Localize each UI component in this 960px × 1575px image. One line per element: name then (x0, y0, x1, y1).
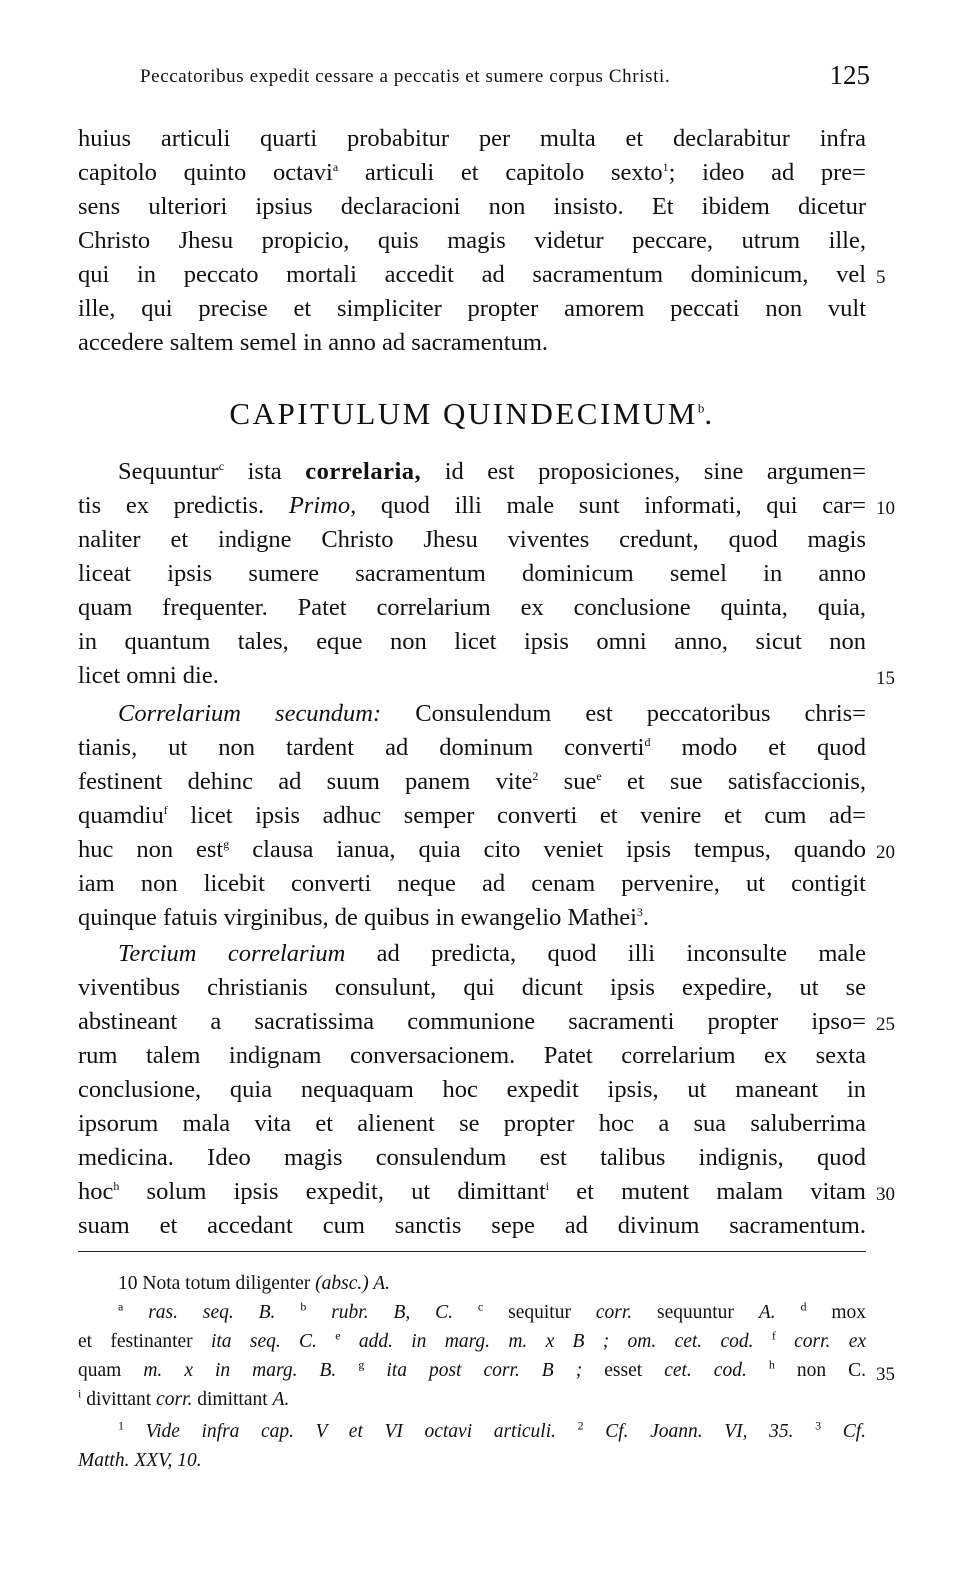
text-line: ipsorum mala vita et alienent se propter hoc a sua saluberrima (78, 1110, 866, 1137)
text-line: Christo Jhesu propicio, quis magis videtur peccare, utrum ille, (78, 227, 866, 254)
text-line: capitolo quinto octavi$^a$ articuli et capitolo sexto$^1$; ideo ad pre= (78, 159, 866, 186)
text-line: huius articuli quarti probabitur per multa et declarabitur infra (78, 125, 866, 152)
text-line: festinent dehinc ad suum panem vite$^2$ sue$^e$ et sue satisfaccionis, (78, 768, 866, 795)
text-line: ille, qui precise et simpliciter propter amorem peccati non vult (78, 295, 866, 322)
text-line: accedere saltem semel in anno ad sacramentum. (78, 329, 549, 356)
text-line: Tercium correlarium ad predicta, quod illi inconsulte male (118, 940, 866, 967)
footnote-line: Matth. XXV, 10. (78, 1450, 202, 1471)
line-number: 30 (876, 1184, 895, 1205)
text-line: Sequuntur$^c$ ista correlaria, id est proposiciones, sine argumen= (118, 458, 866, 485)
footnote-line: $^1$ Vide infra cap. V et VI octavi articuli. $^2$ Cf. Joann. VI, 35. $^3$ Cf. (118, 1418, 867, 1442)
line-number: 15 (876, 668, 895, 689)
footnote-line: quam m. x in marg. B. $^g$ ita post corr. B ; esset cet. cod. $^h$ non C. (78, 1357, 867, 1381)
text-line: qui in peccato mortali accedit ad sacramentum dominicum, vel (78, 261, 866, 288)
footnote-line: et festinanter ita seq. C. $^e$ add. in marg. m. x B ; om. cet. cod. $^f$ corr. ex (78, 1328, 867, 1352)
text-line: quinque fatuis virginibus, de quibus in ewangelio Mathei$^3$. (78, 904, 650, 931)
text-line: Correlarium secundum: Consulendum est peccatoribus chris= (118, 700, 866, 727)
text-line: iam non licebit converti neque ad cenam pervenire, ut contigit (78, 870, 866, 897)
text-line: hoc$^h$ solum ipsis expedit, ut dimittant$^i$ et mutent malam vitam (78, 1178, 866, 1205)
line-number: 25 (876, 1014, 895, 1035)
chapter-heading: CAPITULUM QUINDECIMUM$^b$. (229, 396, 715, 431)
text-line: tis ex predictis. Primo, quod illi male sunt informati, qui car= (78, 492, 867, 519)
text-line: medicina. Ideo magis consulendum est talibus indignis, quod (78, 1144, 866, 1171)
footnote-line: 10 Nota totum diligenter (absc.) A. (118, 1273, 391, 1294)
text-line: sens ulteriori ipsius declaracioni non insisto. Et ibidem dicetur (78, 193, 866, 220)
text-line: naliter et indigne Christo Jhesu viventes credunt, quod magis (78, 526, 866, 553)
text-line: conclusione, quia nequaquam hoc expedit ipsis, ut maneant in (78, 1076, 866, 1103)
text-line: viventibus christianis consulunt, qui dicunt ipsis expedire, ut se (78, 974, 866, 1001)
page-number: 125 (829, 60, 870, 90)
footnote-line: $^i$ divittant corr. dimittant A. (78, 1386, 290, 1410)
text-line: rum talem indignam conversacionem. Patet correlarium ex sexta (78, 1042, 866, 1069)
text-line: quamdiu$^f$ licet ipsis adhuc semper converti et venire et cum ad= (78, 802, 866, 829)
running-title: Peccatoribus expedit cessare a peccatis et sumere corpus Christi. (140, 66, 671, 87)
line-number: 35 (876, 1364, 895, 1385)
line-number: 20 (876, 842, 895, 863)
footnote-divider (78, 1251, 866, 1252)
text-line: licet omni die. (78, 662, 219, 689)
text-line: abstineant a sacratissima communione sacramenti propter ipso= (78, 1008, 866, 1035)
text-line: liceat ipsis sumere sacramentum dominicum semel in anno (78, 560, 866, 587)
text-line: in quantum tales, eque non licet ipsis omni anno, sicut non (78, 628, 866, 655)
footnote-line: $^a$ ras. seq. B. $^b$ rubr. B, C. $^c$ sequitur corr. sequuntur A. $^d$ mox (118, 1299, 867, 1323)
line-number: 5 (876, 267, 886, 288)
text-line: tianis, ut non tardent ad dominum converti$^d$ modo et quod (78, 734, 866, 761)
text-line: huc non est$^g$ clausa ianua, quia cito veniet ipsis tempus, quando (78, 836, 866, 863)
text-line: suam et accedant cum sanctis sepe ad divinum sacramentum. (78, 1212, 866, 1239)
text-line: quam frequenter. Patet correlarium ex conclusione quinta, quia, (78, 594, 866, 621)
line-number: 10 (876, 498, 895, 519)
running-header (140, 60, 870, 94)
